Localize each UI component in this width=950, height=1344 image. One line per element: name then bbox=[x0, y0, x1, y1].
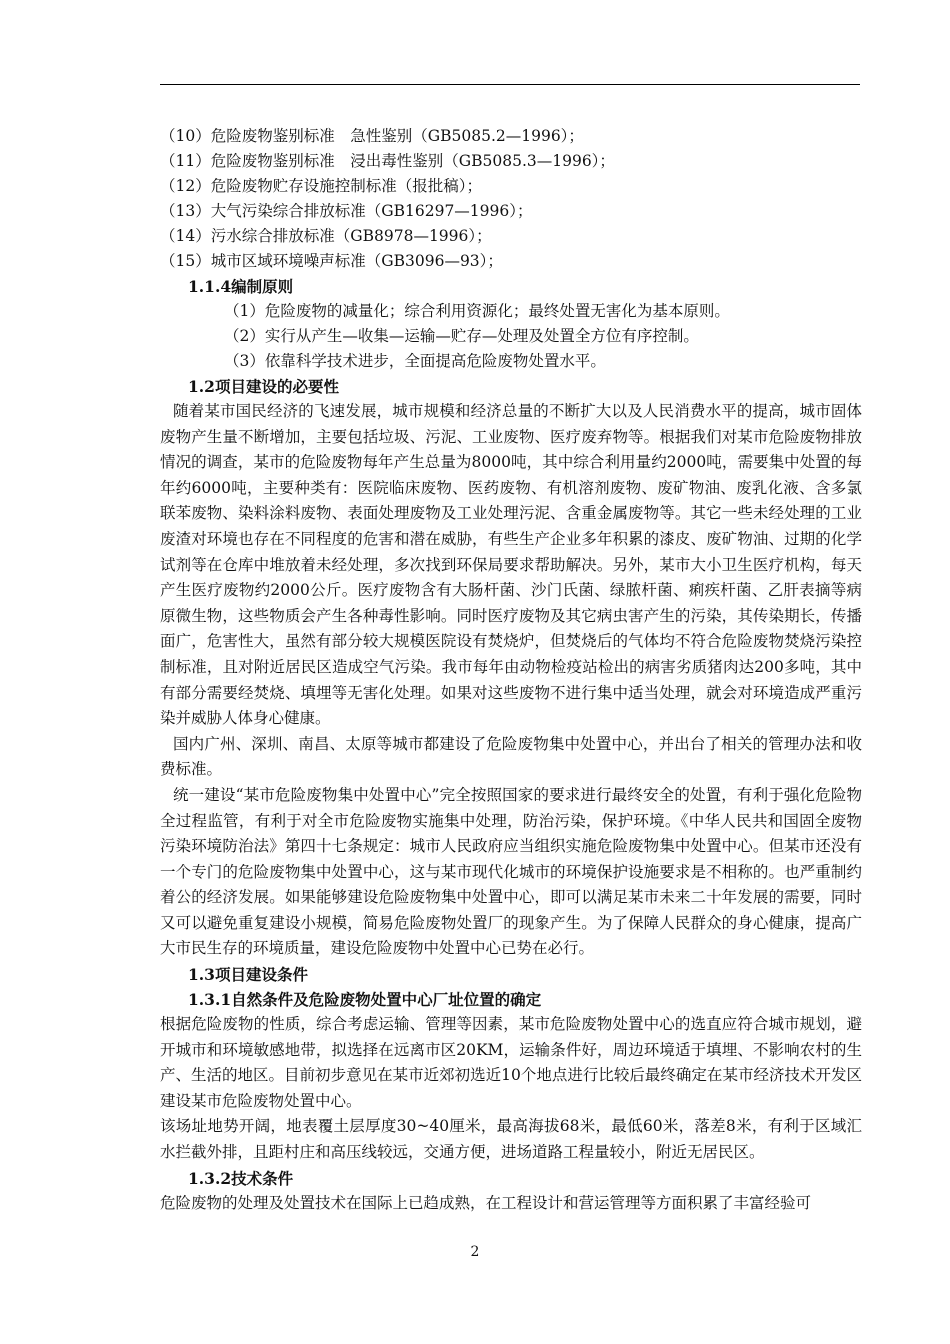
heading-1-1-4: 1.1.4编制原则 bbox=[188, 277, 294, 296]
ref-item-10: （10）危险废物鉴别标准 急性鉴别（GB5085.2—1996）； bbox=[160, 127, 584, 145]
paragraph-necessity-2: 国内广州、深圳、南昌、太原等城市都建设了危险废物集中处置中心，并出台了相关的管理办法和收费标准。 bbox=[160, 734, 862, 779]
ref-item-13: （13）大气污染综合排放标准（GB16297—1996）； bbox=[160, 202, 533, 220]
ref-item-15: （15）城市区域环境噪声标准（GB3096—93）； bbox=[160, 252, 503, 270]
ref-item-14: （14）污水综合排放标准（GB8978—1996）； bbox=[160, 227, 492, 245]
heading-1-3-1: 1.3.1自然条件及危险废物处置中心厂址位置的确定 bbox=[188, 990, 542, 1010]
page-body bbox=[160, 124, 862, 1216]
paragraph-necessity-1: 随着某市国民经济的飞速发展，城市规模和经济总量的不断扩大以及人民消费水平的提高，城市固体废物产生量不断增加，主要包括垃圾、污泥、工业废物、医疗废弃物等。根据我们对某市危险废物排放情况的调查，某市的危险废物每年产生总量为8000吨，其中综合利用量约2000吨，需要集中处置的每年约6000吨，主要种类有：医院临床废物、医药废物、有机溶剂废物、废矿物油、废乳化液、含多氯联苯废物、染料涂料废物、表面处理废物及工业处理污泥、含重金属废物等。其它一些未经处理的工业废渣对环境也存在不同程度的危害和潜在威胁，有些生产企业多年积累的漆皮、废矿物油、过期的化学试剂等在仓库中堆放着未经处理，多次找到环保局要求帮助解决。另外，某市大小卫生医疗机构，每天产生医疗废物约2000公斤。医疗废物含有大肠杆菌、沙门氏菌、绿脓杆菌、痢疾杆菌、乙肝表摘等病原微生物，这些物质会产生各种毒性影响。同时医疗废物及其它病虫害产生的污染，其传染期长，传播面广，危害性大，虽然有部分较大规模医院设有焚烧炉，但焚烧后的气体均不符合危险废物焚烧污染控制标准，且对附近居民区造成空气污染。我市每年由动物检疫站检出的病害劣质猪肉达200多吨，其中有部分需要经焚烧、填埋等无害化处理。如果对这些废物不进行集中适当处理，就会对环境造成严重污染并威胁人体身心健康。 bbox=[160, 402, 862, 728]
ref-item-11: （11）危险废物鉴别标准 浸出毒性鉴别（GB5085.3—1996）； bbox=[160, 152, 615, 170]
header-rule bbox=[160, 84, 860, 85]
paragraph-necessity-3: 统一建设“某市危险废物集中处置中心”完全按照国家的要求进行最终安全的处置，有利于强化危险物全过程监管，有利于对全市危险废物实施集中处理，防治污染，保护环境。《中华人民共和国固全废物污染环境防治法》第四十七条规定：城市人民政府应当组织实施危险废物集中处置中心。但某市还没有一个专门的危险废物集中处置中心，这与某市现代化城市的环境保护设施要求是不相称的。也严重制约着公的经济发展。如果能够建设危险废物集中处置中心，即可以满足某市未来二十年发展的需要，同时又可以避免重复建设小规模，简易危险废物处置厂的现象产生。为了保障人民群众的身心健康，提高广大市民生存的环境质量，建设危险废物中处置中心已势在必行。 bbox=[160, 785, 862, 958]
heading-1-2: 1.2项目建设的必要性 bbox=[188, 377, 339, 396]
paragraph-technical: 危险废物的处理及处置技术在国际上已趋成熟，在工程设计和营运管理等方面积累了丰富经验可 bbox=[160, 1193, 812, 1212]
heading-1-3: 1.3项目建设条件 bbox=[188, 965, 308, 985]
heading-1-3-2: 1.3.2技术条件 bbox=[188, 1168, 294, 1188]
principle-1: （1）危险废物的减量化；综合利用资源化；最终处置无害化为基本原则。 bbox=[224, 302, 730, 320]
ref-item-12: （12）危险废物贮存设施控制标准（报批稿）； bbox=[160, 177, 482, 195]
paragraph-site-1: 根据危险废物的性质，综合考虑运输、管理等因素，某市危险废物处置中心的选直应符合城市规划，避开城市和环境敏感地带，拟选择在远离市区20KM，运输条件好，周边环境适于填埋、不影响农村的生产、生活的地区。目前初步意见在某市近郊初选近10个地点进行比较后最终确定在某市经济技术开发区建设某市危险废物处置中心。 bbox=[160, 1015, 862, 1110]
principle-3: （3）依靠科学技术进步，全面提高危险废物处置水平。 bbox=[224, 352, 606, 370]
paragraph-site-2: 该场址地势开阔，地表覆土层厚度30~40厘米，最高海拔68米，最低60米，落差8米，有利于区域汇水拦截外排，且距村庄和高压线较远，交通方便，进场道路工程量较小，附近无居民区。 bbox=[160, 1117, 862, 1162]
page-number: 2 bbox=[470, 1244, 480, 1260]
principle-2: （2）实行从产生—收集—运输—贮存—处理及处置全方位有序控制。 bbox=[224, 327, 699, 345]
